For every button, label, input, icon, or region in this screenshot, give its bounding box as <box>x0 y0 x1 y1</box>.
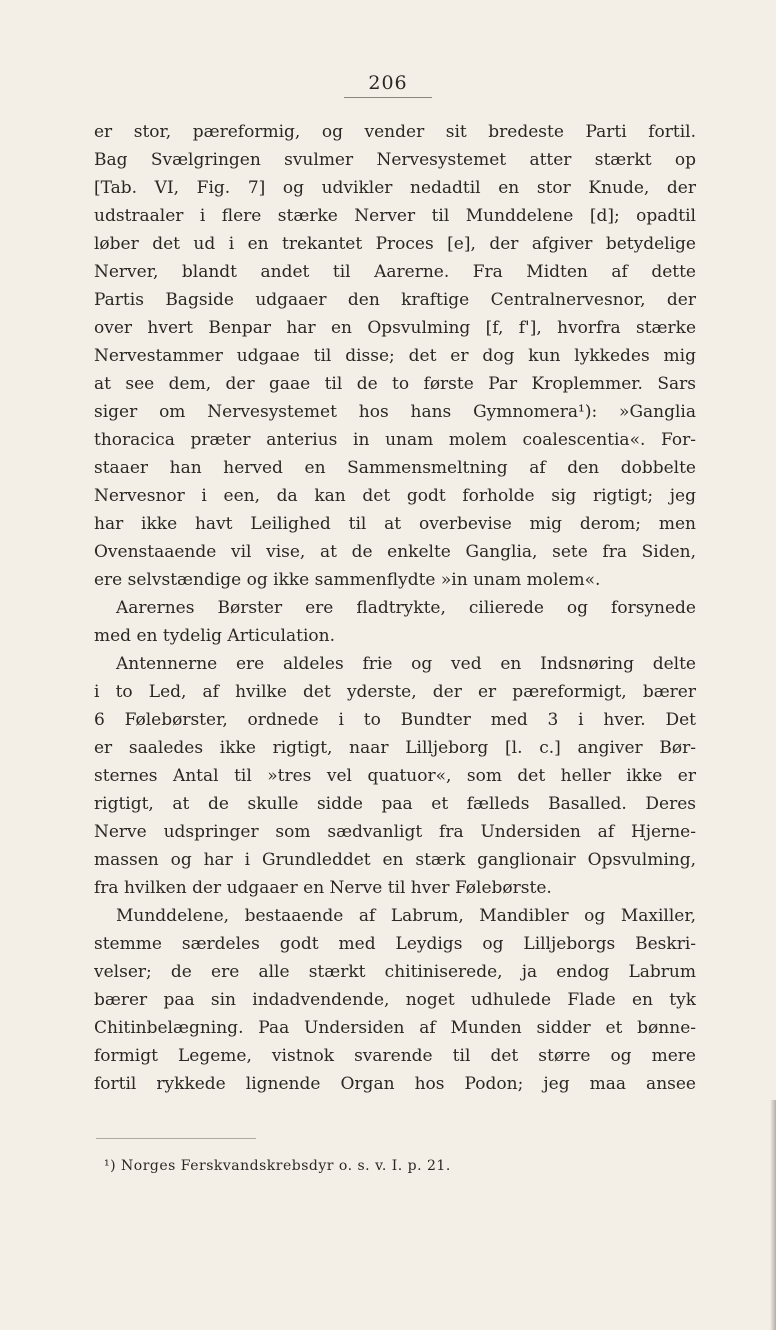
text-line: staaer han herved en Sammensmeltning af den dobbelte <box>94 458 696 478</box>
page-number: 206 <box>368 72 408 94</box>
text-line: Nervestammer udgaae til disse; det er dog kun lykkedes mig <box>94 346 696 366</box>
paragraph-1 <box>94 118 696 594</box>
text-line: 6 Følebørster, ordnede i to Bundter med 3 i hver. Det <box>94 710 696 730</box>
text-line: over hvert Benpar har en Opsvulming [f, f'], hvorfra stærke <box>94 318 696 338</box>
text-line: Antennerne ere aldeles frie og ved en Indsnøring delte <box>116 654 696 674</box>
text-line: med en tydelig Articulation. <box>94 626 335 646</box>
body-text <box>94 118 696 1098</box>
text-line: formigt Legeme, vistnok svarende til det større og mere <box>94 1046 696 1066</box>
text-line: har ikke havt Leilighed til at overbevise mig derom; men <box>94 514 696 534</box>
text-line: stemme særdeles godt med Leydigs og Lilljeborgs Beskri- <box>94 934 696 954</box>
text-line: Nerver, blandt andet til Aarerne. Fra Midten af dette <box>94 262 696 282</box>
text-line: Nerve udspringer som sædvanligt fra Undersiden af Hjerne- <box>94 822 696 842</box>
paragraph-2 <box>94 594 696 650</box>
text-line: [Tab. VI, Fig. 7] og udvikler nedadtil en stor Knude, der <box>94 178 696 198</box>
paragraph-4 <box>94 902 696 1098</box>
text-line: Bag Svælgringen svulmer Nervesystemet atter stærkt op <box>94 150 696 170</box>
text-line: er saaledes ikke rigtigt, naar Lilljeborg [l. c.] angiver Bør- <box>94 738 696 758</box>
text-line: er stor, pæreformig, og vender sit bredeste Parti fortil. <box>94 122 696 142</box>
text-line: Aarernes Børster ere fladtrykte, cilierede og forsynede <box>116 598 696 618</box>
footnote-rule <box>96 1138 256 1139</box>
text-line: udstraaler i flere stærke Nerver til Munddelene [d]; opadtil <box>94 206 696 226</box>
text-line: Chitinbelægning. Paa Undersiden af Munden sidder et bønne- <box>94 1018 696 1038</box>
text-line: siger om Nervesystemet hos hans Gymnomera¹): »Ganglia <box>94 402 696 422</box>
text-line: rigtigt, at de skulle sidde paa et fælleds Basalled. Deres <box>94 794 696 814</box>
text-line: ere selvstændige og ikke sammenflydte »in unam molem«. <box>94 570 601 590</box>
page-number-rule <box>344 97 432 98</box>
page-edge-shadow <box>770 1100 776 1330</box>
text-line: Ovenstaaende vil vise, at de enkelte Ganglia, sete fra Siden, <box>94 542 696 562</box>
text-line: Partis Bagside udgaaer den kraftige Centralnervesnor, der <box>94 290 696 310</box>
text-line: velser; de ere alle stærkt chitiniserede, ja endog Labrum <box>94 962 696 982</box>
text-line: bærer paa sin indadvendende, noget udhulede Flade en tyk <box>94 990 696 1010</box>
text-line: fortil rykkede lignende Organ hos Podon; jeg maa ansee <box>94 1074 696 1094</box>
text-line: at see dem, der gaae til de to første Par Kroplemmer. Sars <box>94 374 696 394</box>
text-line: i to Led, af hvilke det yderste, der er pæreformigt, bærer <box>94 682 696 702</box>
text-line: thoracica præter anterius in unam molem coalescentia«. For- <box>94 430 696 450</box>
text-line: løber det ud i en trekantet Proces [e], der afgiver betydelige <box>94 234 696 254</box>
footnote: ¹) Norges Ferskvandskrebsdyr o. s. v. I. p. 21. <box>104 1158 451 1174</box>
text-line: Munddelene, bestaaende af Labrum, Mandibler og Maxiller, <box>116 906 696 926</box>
text-line: massen og har i Grundleddet en stærk ganglionair Opsvulming, <box>94 850 696 870</box>
text-line: fra hvilken der udgaaer en Nerve til hver Følebørste. <box>94 878 552 898</box>
text-line: Nervesnor i een, da kan det godt forholde sig rigtigt; jeg <box>94 486 696 506</box>
text-line: sternes Antal til »tres vel quatuor«, som det heller ikke er <box>94 766 696 786</box>
paragraph-3 <box>94 650 696 902</box>
